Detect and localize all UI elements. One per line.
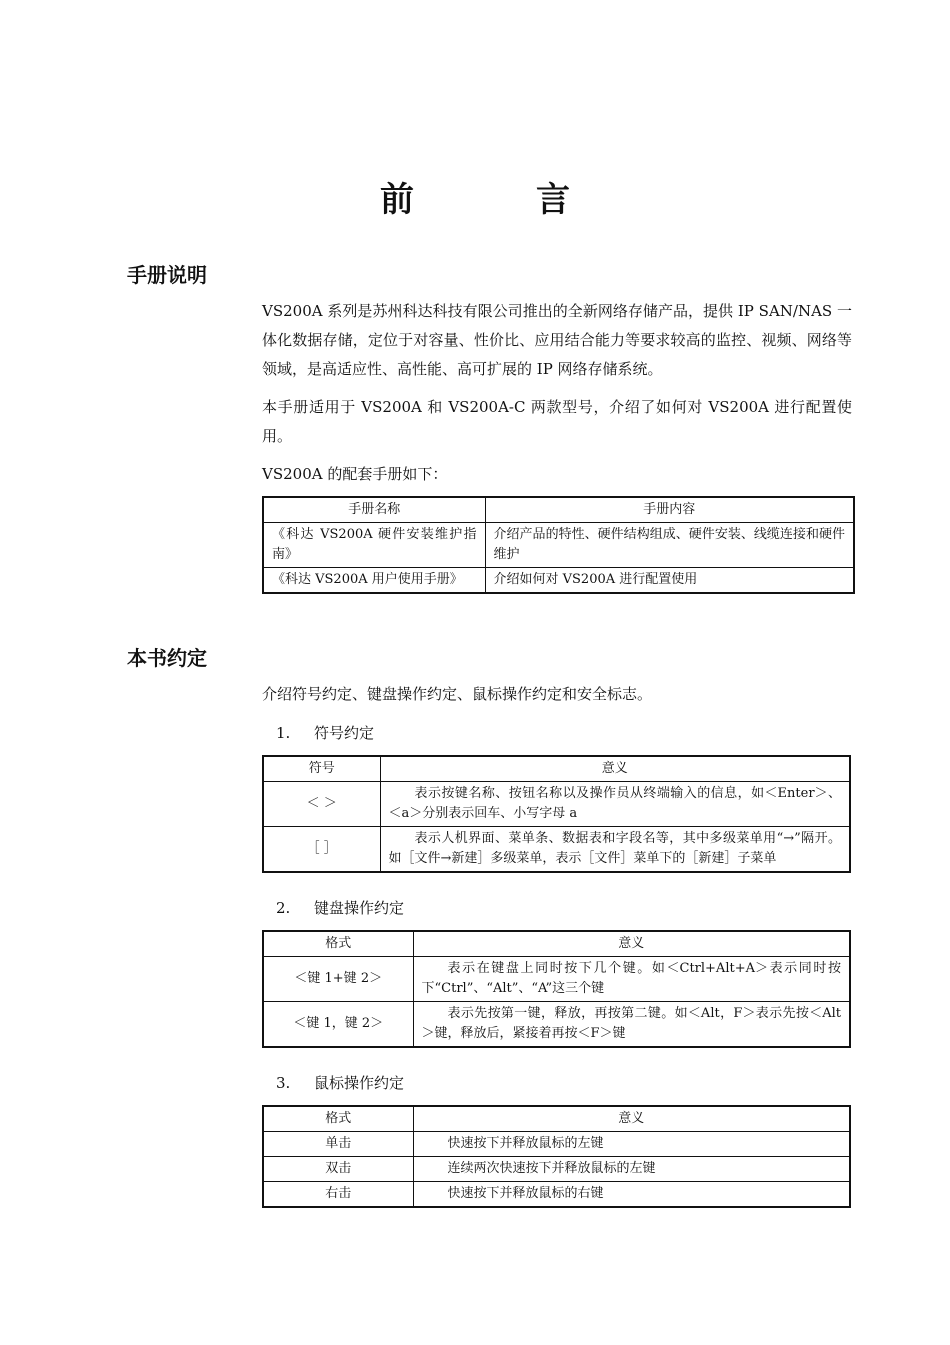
table-cell: ［ ］ xyxy=(263,827,380,873)
table-cell: 《科达 VS200A 用户使用手册》 xyxy=(263,568,485,594)
page-title: 前 言 xyxy=(380,180,614,220)
keyboard-table xyxy=(262,930,851,1048)
table-row xyxy=(263,782,850,827)
list-number: 3. xyxy=(276,1074,291,1092)
manual-description xyxy=(262,297,852,489)
table-header: 意义 xyxy=(380,756,850,782)
table-row xyxy=(263,957,850,1002)
table-header: 意义 xyxy=(413,1106,850,1132)
table-row xyxy=(263,1002,850,1048)
table-cell: ＜键 1+键 2＞ xyxy=(263,957,413,1002)
table-header-row xyxy=(263,931,850,957)
table-cell: 右击 xyxy=(263,1182,413,1208)
list-number: 1. xyxy=(276,724,291,742)
paragraph-conventions-intro: 介绍符号约定、键盘操作约定、鼠标操作约定和安全标志。 xyxy=(262,685,653,703)
table-header: 格式 xyxy=(263,1106,413,1132)
table-header: 符号 xyxy=(263,756,380,782)
list-title: 键盘操作约定 xyxy=(314,899,405,917)
mouse-table xyxy=(262,1105,851,1208)
table-row xyxy=(263,1157,850,1182)
table-cell: 连续两次快速按下并释放鼠标的左键 xyxy=(413,1157,850,1182)
list-number: 2. xyxy=(276,899,291,917)
table-cell: 快速按下并释放鼠标的左键 xyxy=(413,1132,850,1157)
table-header: 手册名称 xyxy=(263,497,485,523)
table-cell: 单击 xyxy=(263,1132,413,1157)
list-heading-mouse xyxy=(276,1072,404,1093)
table-cell: 介绍如何对 VS200A 进行配置使用 xyxy=(485,568,854,594)
paragraph-companion-manuals: VS200A 的配套手册如下： xyxy=(262,465,448,483)
list-heading-symbol xyxy=(276,722,374,743)
section-heading-conventions: 本书约定 xyxy=(127,646,207,670)
table-row xyxy=(263,523,854,568)
table-header-row xyxy=(263,497,854,523)
section-heading-manual: 手册说明 xyxy=(127,263,207,287)
list-heading-keyboard xyxy=(276,897,404,918)
conventions-intro xyxy=(262,680,852,709)
list-title: 鼠标操作约定 xyxy=(314,1074,405,1092)
table-header-row xyxy=(263,756,850,782)
table-cell: 《科达 VS200A 硬件安装维护指南》 xyxy=(263,523,485,568)
table-cell: ＜键 1，键 2＞ xyxy=(263,1002,413,1048)
table-cell: ＜ ＞ xyxy=(263,782,380,827)
paragraph-applicability: 本手册适用于 VS200A 和 VS200A-C 两款型号，介绍了如何对 VS200A 进行配置使用。 xyxy=(262,398,852,445)
table-cell: 表示在键盘上同时按下几个键。如＜Ctrl+Alt+A＞表示同时按下“Ctrl”、“Alt”、“A”这三个键 xyxy=(413,957,850,1002)
table-row xyxy=(263,1132,850,1157)
table-header-row xyxy=(263,1106,850,1132)
table-header: 格式 xyxy=(263,931,413,957)
table-row xyxy=(263,1182,850,1208)
table-header: 手册内容 xyxy=(485,497,854,523)
table-cell: 双击 xyxy=(263,1157,413,1182)
table-cell: 快速按下并释放鼠标的右键 xyxy=(413,1182,850,1208)
manual-table xyxy=(262,496,855,594)
table-row xyxy=(263,568,854,594)
table-cell: 表示人机界面、菜单条、数据表和字段名等，其中多级菜单用“→”隔开。如［文件→新建］多级菜单，表示［文件］菜单下的［新建］子菜单 xyxy=(380,827,850,873)
table-cell: 表示先按第一键，释放，再按第二键。如＜Alt，F＞表示先按＜Alt＞键，释放后，紧接着再按＜F＞键 xyxy=(413,1002,850,1048)
table-cell: 介绍产品的特性、硬件结构组成、硬件安装、线缆连接和硬件维护 xyxy=(485,523,854,568)
list-title: 符号约定 xyxy=(314,724,375,742)
symbol-table xyxy=(262,755,851,873)
table-header: 意义 xyxy=(413,931,850,957)
table-row xyxy=(263,827,850,873)
table-cell: 表示按键名称、按钮名称以及操作员从终端输入的信息，如＜Enter＞、＜a＞分别表示回车、小写字母 a xyxy=(380,782,850,827)
paragraph-intro: VS200A 系列是苏州科达科技有限公司推出的全新网络存储产品，提供 IP SAN/NAS 一体化数据存储，定位于对容量、性价比、应用结合能力等要求较高的监控、视频、网络等领域，是高适应性、高性能、高可扩展的 IP 网络存储系统。 xyxy=(262,302,852,378)
